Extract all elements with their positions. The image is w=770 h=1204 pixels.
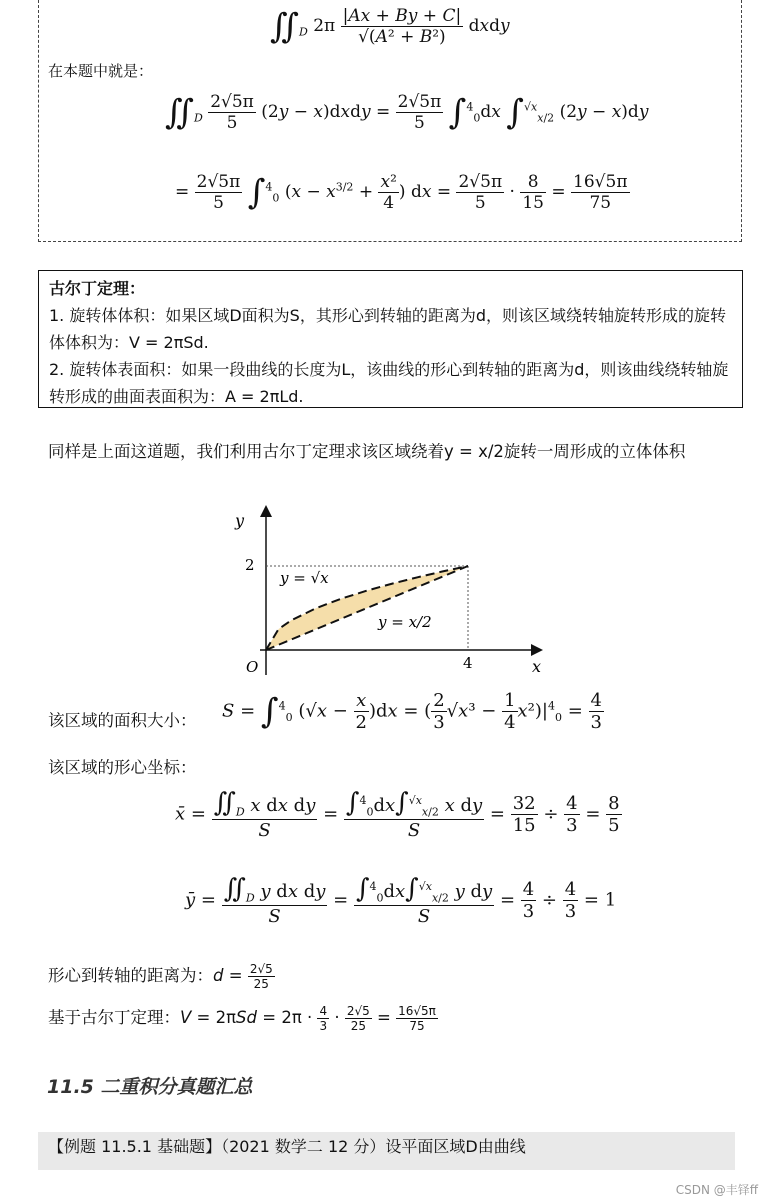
y-tick-2: 2	[245, 556, 255, 574]
example-header: 【例题 11.5.1 基础题】（2021 数学二 12 分）设平面区域D由曲线	[38, 1132, 735, 1170]
in-this-problem-text: 在本题中就是：	[48, 62, 154, 80]
theorem-title: 古尔丁定理：	[49, 279, 146, 298]
y-axis-label: y	[235, 511, 245, 530]
distance-line: 形心到转轴的距离为：d = $\frac{2√5}{25}$	[48, 962, 273, 991]
ybar-formula: ȳ = $\frac{∬_D y dx dy}{S}$ = $\frac{\int^4_0dx\int^{√x}_{x/2} y dy}{S}$ = $\frac{4}{3}$ ÷ $\frac{4}{3}$ = 1	[185, 874, 617, 927]
theorem-item-2: 2. 旋转体表面积：如果一段曲线的长度为L，该曲线的形心到转轴的距离为d，则该曲线绕转轴旋转形成的曲面表面积为：A = 2πLd.	[49, 360, 729, 406]
centroid-label: 该区域的形心坐标：	[48, 758, 197, 777]
formula-line-2: $∬_D$ $\frac{2√5\pi}{5}$ (2y − x)dxdy = $\frac{2√5\pi}{5}$ ∫$^4_0$dx ∫$^{√x}_{x/2}$ (2y − x)dy	[165, 92, 649, 133]
xbar-formula: x̄ = $\frac{∬_D x dx dy}{S}$ = $\frac{\int^4_0dx\int^{√x}_{x/2} x dy}{S}$ = $\frac{32}{15}$ ÷ $\frac{4}{3}$ = $\frac{8}{5}$	[175, 788, 620, 841]
region-graph	[220, 500, 550, 682]
guldin-result-line: 基于古尔丁定理：V = 2πSd = 2π · $\frac{4}{3}$ · $\frac{2√5}{25}$ = $\frac{16√5\pi}{75}$	[48, 1004, 436, 1033]
intro-paragraph: 同样是上面这道题，我们利用古尔丁定理求该区域绕着y = x/2旋转一周形成的立体体积	[48, 442, 686, 461]
formula-line-3: = $\frac{2√5\pi}{5}$ ∫$^4_0$ ($x - x^{3/2}$ + $\frac{\text{x²}}{4}$ ) dx = $\frac{2√5\pi}{5}$ · $\frac{8}{15}$ = $\frac{16√5\pi}{75}$	[175, 172, 628, 213]
origin-label: O	[246, 658, 259, 676]
formula-line-1: $∬_D$ 2π $\frac{|Ax + By + C|}{\text{√(A² + B²)}}$ dxdy	[270, 6, 510, 47]
watermark: CSDN @丰铎ff	[675, 1183, 758, 1197]
area-formula: S = ∫$^4_0$ (√x − $\frac{x}{2}$ )dx = ( $\frac{2}{3}$ √x³ − $\frac{1}{4}$ $x^2)|^4_0$ = $\frac{4}{3}$	[222, 690, 602, 733]
section-title: 11.5 二重积分真题汇总	[47, 1076, 253, 1098]
guldin-theorem-box	[38, 270, 743, 408]
x-tick-4: 4	[463, 654, 473, 672]
theorem-item-1: 1. 旋转体体积：如果区域D面积为S，其形心到转轴的距离为d，则该区域绕转轴旋转形成的旋转体体积为：V = 2πSd.	[49, 306, 726, 352]
area-label: 该区域的面积大小：	[48, 711, 197, 730]
label-sqrt-x: y = √x	[280, 569, 329, 587]
x-axis-label: x	[532, 657, 542, 676]
label-x-over-2: y = x/2	[378, 613, 432, 631]
